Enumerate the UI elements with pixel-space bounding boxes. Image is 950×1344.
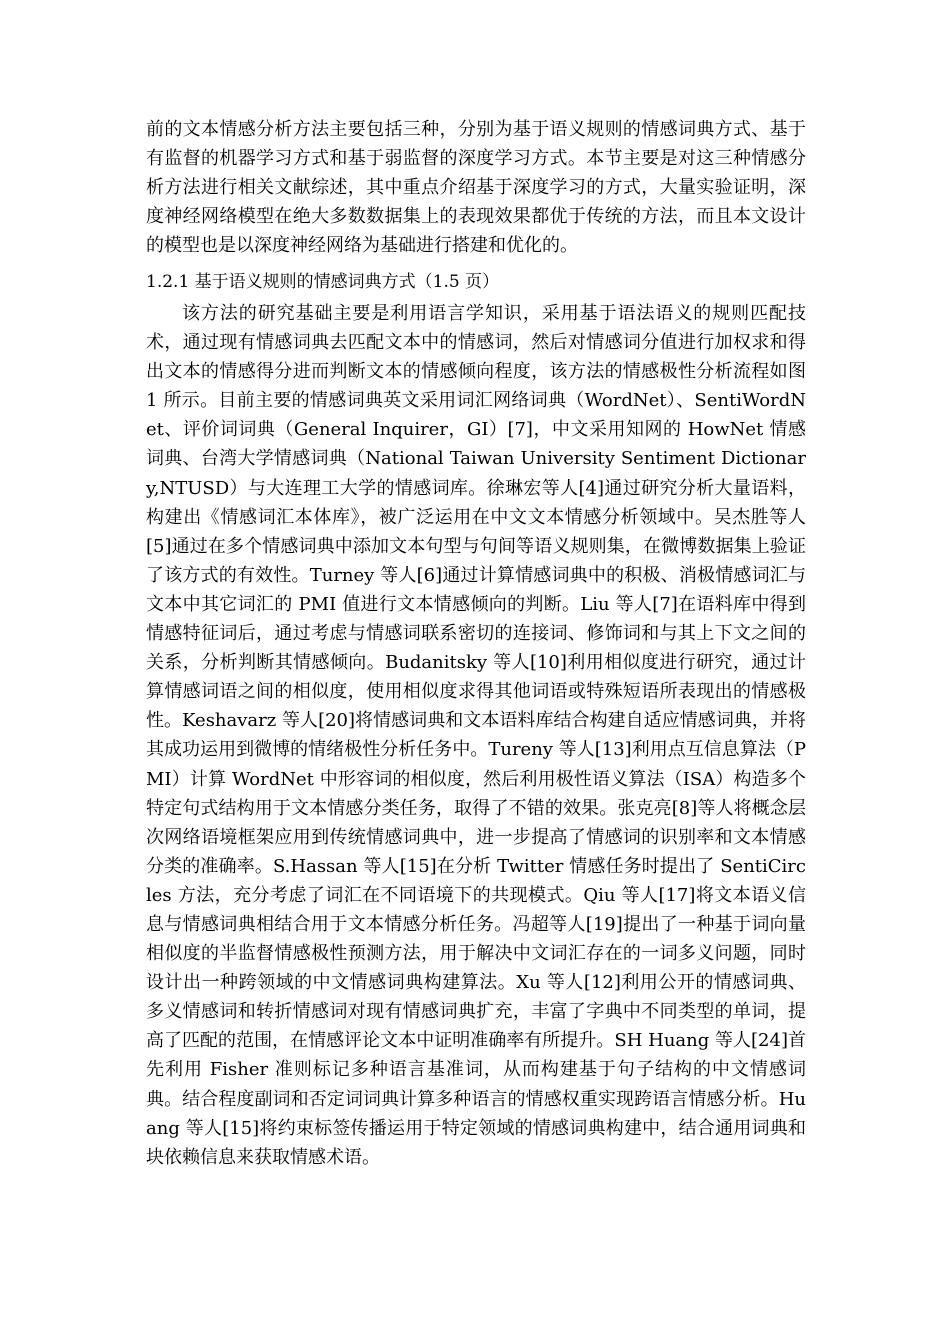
body-paragraph: 该方法的研究基础主要是利用语言学知识，采用基于语法语义的规则匹配技术，通过现有情感词典去匹配文本中的情感词，然后对情感词分值进行加权求和得出文本的情感得分进而判断文本的情感倾向程度，该方法的情感极性分析流程如图 1 所示。目前主要的情感词典英文采用词汇网络词典（WordNet）、SentiWordNet、评价词词典（General Inquirer，GI）[7]，中文采用知网的 HowNet 情感词典、台湾大学情感词典（National Taiwan University Sentiment Dictionary,NTUSD）与大连理工大学的情感词库。徐琳宏等人[4]通过研究分析大量语料，构建出《情感词汇本体库》，被广泛运用在中文文本情感分析领域中。吴杰胜等人[5]通过在多个情感词典中添加文本句型与句间等语义规则集，在微博数据集上验证了该方式的有效性。Turney 等人[6]通过计算情感词典中的积极、消极情感词汇与文本中其它词汇的 PMI 值进行文本情感倾向的判断。Liu 等人[7]在语料库中得到情感特征词后，通过考虑与情感词联系密切的连接词、修饰词和与其上下文之间的关系，分析判断其情感倾向。Budanitsky 等人[10]利用相似度进行研究，通过计算情感词语之间的相似度，使用相似度求得其他词语或特殊短语所表现出的情感极性。Keshavarz 等人[20]将情感词典和文本语料库结合构建自适应情感词典，并将其成功运用到微博的情绪极性分析任务中。Tureny 等人[13]利用点互信息算法（PMI）计算 WordNet 中形容词的相似度，然后利用极性语义算法（ISA）构造多个特定句式结构用于文本情感分类任务，取得了不错的效果。张克亮[8]等人将概念层次网络语境框架应用到传统情感词典中，进一步提高了情感词的识别率和文本情感分类的准确率。S.Hassan 等人[15]在分析 Twitter 情感任务时提出了 SentiCircles 方法，充分考虑了词汇在不同语境下的共现模式。Qiu 等人[17]将文本语义信息与情感词典相结合用于文本情感分析任务。冯超等人[19]提出了一种基于词向量相似度的半监督情感极性预测方法，用于解决中文词汇存在的一词多义问题，同时设计出一种跨领域的中文情感词典构建算法。Xu 等人[12]利用公开的情感词典、多义情感词和转折情感词对现有情感词典扩充，丰富了字典中不同类型的单词，提高了匹配的范围，在情感评论文本中证明准确率有所提升。SH Huang 等人[24]首先利用 Fisher 准则标记多种语言基准词，从而构建基于句子结构的中文情感词典。结合程度副词和否定词词典计算多种语言的情感权重实现跨语言情感分析。Huang 等人[15]将约束标签传播运用于特定领域的情感词典构建中，结合通用词典和块依赖信息来获取情感术语。 [146,303,806,1168]
section-heading: 1.2.1 基于语义规则的情感词典方式（1.5 页） [146,272,500,292]
intro-paragraph: 前的文本情感分析方法主要包括三种，分别为基于语义规则的情感词典方式、基于有监督的机器学习方式和基于弱监督的深度学习方式。本节主要是对这三种情感分析方法进行相关文献综述，其中重点介绍基于深度学习的方式，大量实验证明，深度神经网络模型在绝大多数数据集上的表现效果都优于传统的方法，而且本文设计的模型也是以深度神经网络为基础进行搭建和优化的。 [146,119,806,257]
